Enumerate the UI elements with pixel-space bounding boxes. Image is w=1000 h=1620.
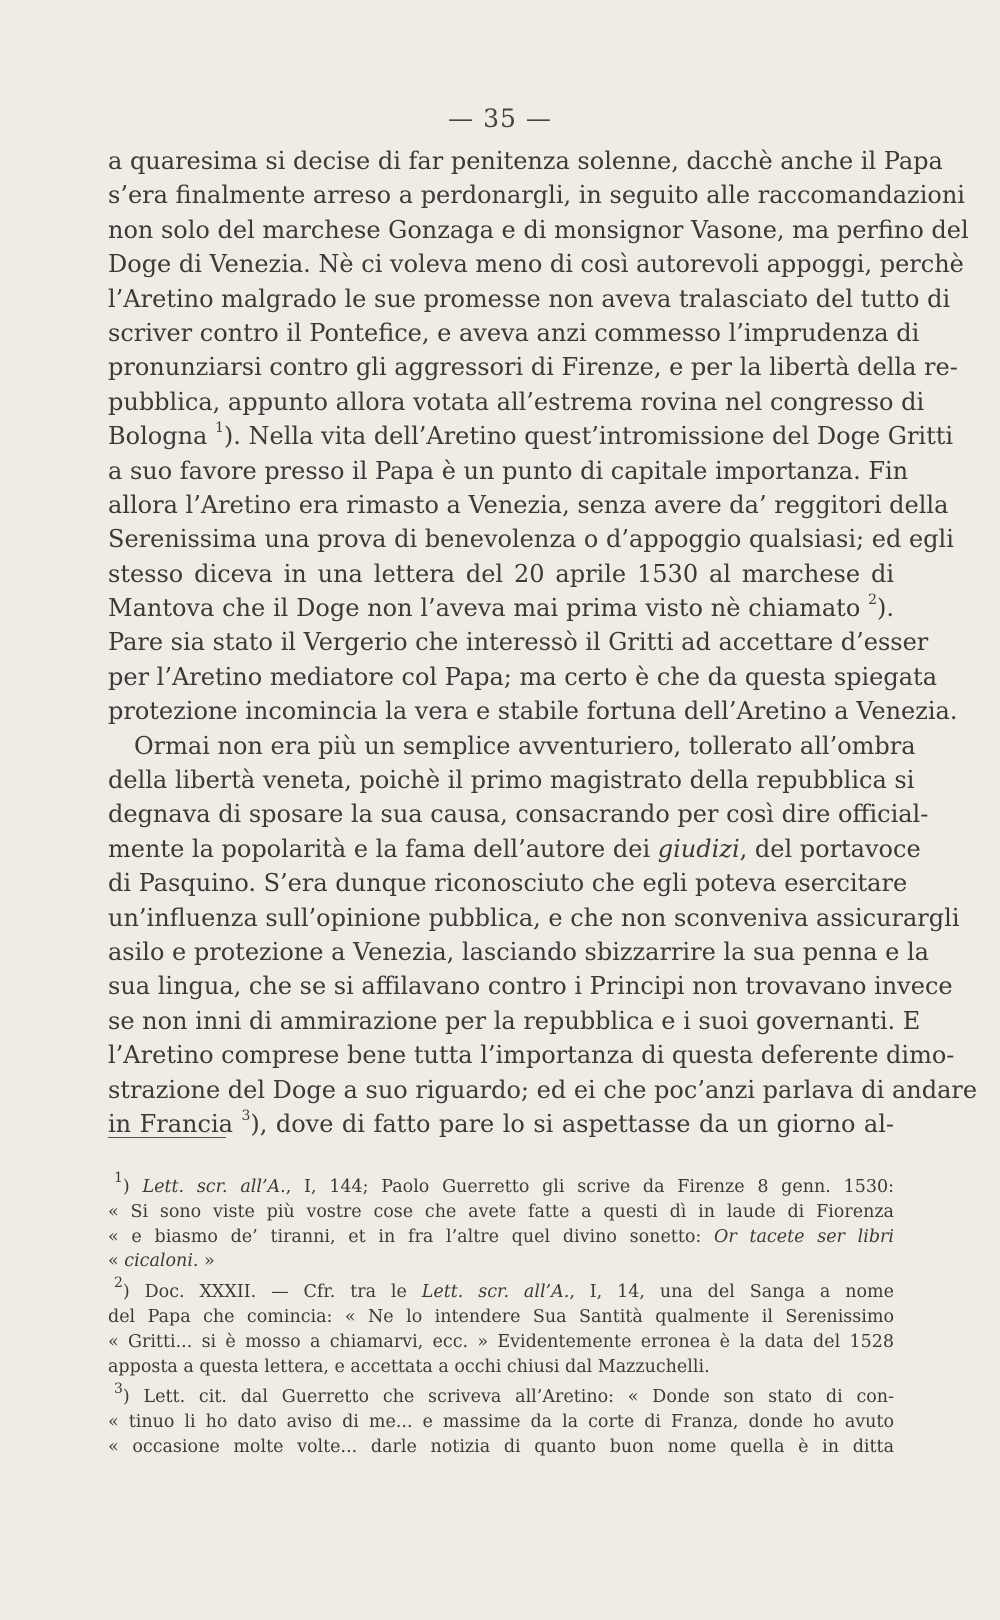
body-line	[108, 660, 938, 694]
text-run: allora l’Aretino era rimasto a Venezia, senza avere da’ reggitori della	[108, 490, 949, 519]
footnote-line	[108, 1330, 894, 1355]
footnote-separator	[108, 1137, 226, 1138]
text-run: del Papa che comincia: « Ne lo intendere Sua Santità qualmente il Serenissimo	[108, 1306, 894, 1327]
text-run: « e biasmo de’ tiranni, et in fra l’altre quel divino sonetto:	[108, 1226, 715, 1247]
footnote-line	[108, 1275, 894, 1305]
text-run: )	[122, 1177, 143, 1197]
italic-text: Lett. scr. all’A.	[421, 1282, 570, 1303]
footnote	[108, 1380, 894, 1459]
footnote-marker: 3	[114, 1380, 123, 1397]
text-run: mente la popolarità e la fama dell’autore dei	[108, 834, 658, 863]
body-line	[108, 488, 949, 522]
text-run: ) Lett. cit. dal Guerretto che scriveva all’Aretino: « Donde son stato di con-	[122, 1387, 894, 1408]
body-line	[108, 969, 953, 1003]
body-line	[108, 144, 943, 178]
footnote-marker: 2	[868, 592, 877, 609]
text-run: non solo del marchese Gonzaga e di monsignor Vasone, ma perfino del	[108, 215, 969, 244]
footnote-line	[108, 1200, 894, 1225]
body-line	[108, 350, 958, 384]
text-run: ). Nella vita dell’Aretino quest’intromissione del Doge Gritti	[223, 422, 954, 451]
text-run: asilo e protezione a Venezia, lasciando sbizzarrire la sua penna e la	[108, 937, 929, 966]
italic-text: giudizi	[657, 834, 740, 863]
text-run: apposta a questa lettera, e accettata a occhi chiusi dal Mazzuchelli.	[108, 1356, 710, 1377]
footnote-line	[108, 1249, 894, 1274]
footnote-marker: 1	[214, 420, 224, 437]
body-line	[108, 1038, 955, 1072]
text-run: Pare sia stato il Vergerio che interessò il Gritti ad accettare d’esser	[108, 628, 929, 657]
text-run: s’era finalmente arreso a perdonargli, in seguito alle raccomandazioni	[108, 181, 965, 210]
text-run: l’Aretino comprese bene tutta l’importanza di questa deferente dimo-	[108, 1041, 955, 1070]
text-run: della libertà veneta, poichè il primo magistrato della repubblica si	[108, 766, 915, 795]
footnote-marker: 1	[114, 1170, 123, 1187]
text-run: «	[108, 1251, 125, 1272]
body-line	[108, 1004, 921, 1038]
text-run: pubblica, appunto allora votata all’estrema rovina nel congresso di	[108, 387, 925, 416]
text-run: « Si sono viste più vostre cose che avete fatte a questi dì in laude di Fiorenza	[108, 1201, 894, 1222]
text-run: stesso diceva in una lettera del 20 aprile 1530 al marchese di	[108, 559, 894, 588]
body-line	[108, 454, 909, 488]
text-run: a suo favore presso il Papa è un punto di capitale importanza. Fin	[108, 456, 909, 485]
text-run: di Pasquino. S’era dunque riconosciuto che egli poteva esercitare	[108, 869, 908, 898]
text-run: pronunziarsi contro gli aggressori di Firenze, e per la libertà della re-	[108, 353, 958, 382]
main-text	[108, 144, 978, 1141]
footnote-line	[108, 1435, 894, 1460]
body-line	[108, 866, 908, 900]
footnote-marker: 3	[241, 1107, 251, 1124]
text-run: scriver contro il Pontefice, e aveva anzi commesso l’imprudenza di	[108, 318, 920, 347]
body-line	[108, 522, 954, 556]
text-run: se non inni di ammirazione per la repubblica e i suoi governanti. E	[108, 1006, 921, 1035]
text-run: , del portavoce	[739, 834, 921, 863]
text-run: degnava di sposare la sua causa, consacrando per così dire official-	[108, 800, 929, 829]
text-run: per l’Aretino mediatore col Papa; ma certo è che da questa spiegata	[108, 662, 938, 691]
body-line	[108, 729, 916, 763]
body-line	[108, 557, 894, 591]
body-line	[108, 832, 921, 866]
text-run: « Gritti... si è mosso a chiamarvi, ecc. » Evidentemente erronea è la data del 1528	[108, 1331, 894, 1352]
italic-text: Lett. scr. all’A.	[142, 1177, 286, 1197]
body-line	[108, 901, 960, 935]
text-run: « tinuo li ho dato aviso di me... e massime da la corte di Franza, donde ho avuto	[108, 1412, 894, 1433]
body-line	[108, 935, 929, 969]
body-line	[108, 1073, 978, 1107]
text-run: Bologna	[108, 422, 215, 451]
text-run: a quaresima si decise di far penitenza solenne, dacchè anche il Papa	[108, 147, 943, 175]
text-run: »	[198, 1251, 215, 1272]
footnotes	[108, 1170, 894, 1460]
text-run: ), dove di fatto pare lo si aspettasse da un giorno al-	[250, 1109, 894, 1138]
text-run: , I, 144; Paolo Guerretto gli scrive da Firenze 8 genn. 1530:	[285, 1177, 894, 1197]
body-line	[108, 282, 951, 316]
footnote-line	[108, 1380, 894, 1410]
page-number: — 35 —	[448, 104, 552, 133]
footnote-line	[108, 1305, 894, 1330]
body-line	[108, 625, 929, 659]
text-run: strazione del Doge a suo riguardo; ed ei che poc’anzi parlava di andare	[108, 1075, 978, 1104]
text-run: ) Doc. XXXII. — Cfr. tra le	[122, 1282, 422, 1303]
text-run: in Francia	[108, 1109, 242, 1138]
footnote-line	[108, 1225, 894, 1250]
text-run: un’influenza sull’opinione pubblica, e che non sconveniva assicurargli	[108, 903, 960, 932]
footnote-line	[108, 1410, 894, 1435]
body-line	[108, 213, 969, 247]
text-run: Ormai non era più un semplice avventuriero, tollerato all’ombra	[134, 731, 916, 760]
text-run: protezione incomincia la vera e stabile fortuna dell’Aretino a Venezia.	[108, 697, 958, 726]
body-line	[108, 763, 915, 797]
text-run: , I, 14, una del Sanga a nome	[569, 1282, 894, 1303]
body-line	[108, 591, 894, 625]
text-run: sua lingua, che se si affilavano contro i Principi non trovavano invece	[108, 972, 953, 1001]
text-run: « occasione molte volte... darle notizia di quanto buon nome quella è in ditta	[108, 1436, 894, 1457]
body-line	[108, 247, 964, 281]
text-run: Doge di Venezia. Nè ci voleva meno di così autorevoli appoggi, perchè	[108, 250, 964, 279]
italic-text: cicaloni.	[124, 1251, 199, 1272]
text-run: Mantova che il Doge non l’aveva mai prima visto nè chiamato	[108, 594, 869, 623]
body-line	[108, 178, 965, 212]
footnote-marker: 2	[114, 1275, 123, 1292]
footnote-line	[108, 1355, 894, 1380]
text-run: Serenissima una prova di benevolenza o d’appoggio qualsiasi; ed egli	[108, 525, 954, 554]
body-line	[108, 419, 954, 453]
body-line	[108, 694, 958, 728]
footnote	[108, 1275, 894, 1379]
text-run: ).	[877, 594, 894, 623]
body-line	[108, 385, 925, 419]
body-line	[108, 316, 920, 350]
footnote	[108, 1170, 894, 1274]
italic-text: Or tacete ser libri	[714, 1226, 894, 1247]
footnote-line	[108, 1170, 894, 1200]
body-line	[108, 797, 929, 831]
text-run: l’Aretino malgrado le sue promesse non aveva tralasciato del tutto di	[108, 284, 951, 313]
